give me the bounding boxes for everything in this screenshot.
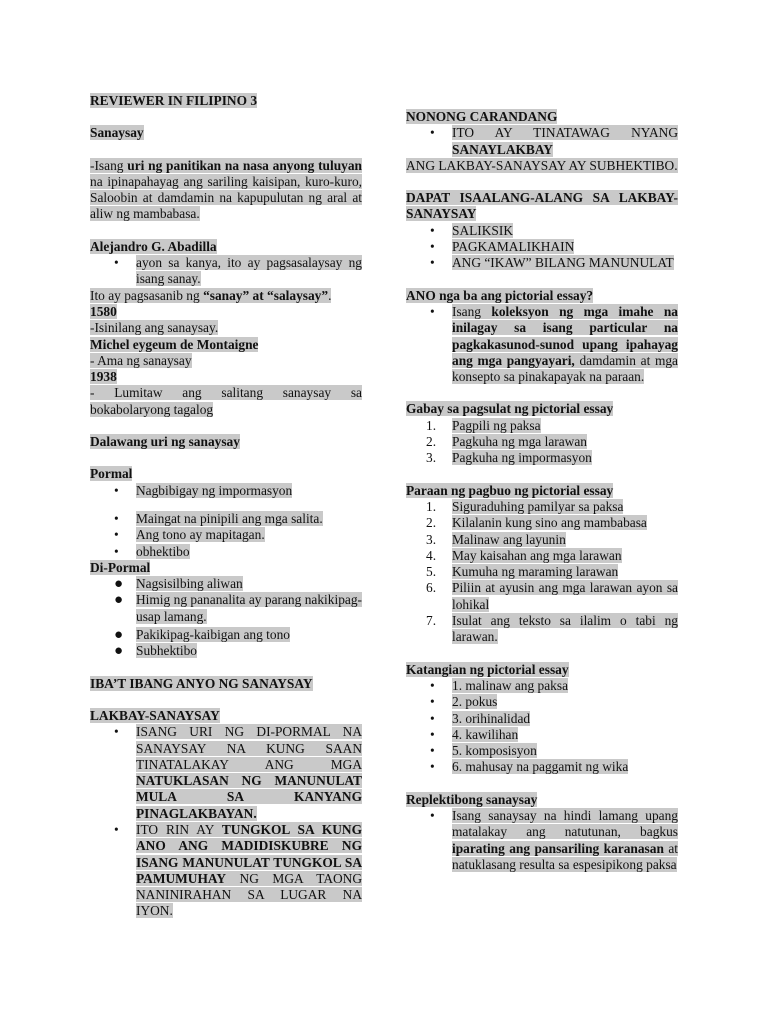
ano-list — [406, 304, 678, 385]
list-item: • obhektibo — [114, 543, 190, 559]
dapat-list — [406, 223, 678, 272]
list-item: ● Subhektibo — [114, 643, 198, 660]
list-item: • ayon sa kanya, ito ay pagsasalaysay ng isang sanay. — [114, 255, 362, 287]
dapat-heading: DAPAT ISAALANG-ALANG SA LAKBAY-SANAYSAY — [406, 190, 678, 222]
list-item: • SALIKSIK — [430, 222, 514, 238]
pictorial-essay-question: ANO nga ba ang pictorial essay? — [406, 287, 594, 303]
pormal-heading: Pormal — [90, 466, 133, 482]
gabay-list — [406, 418, 678, 467]
list-item: 6. Piliin at ayusin ang mga larawan ayon sa lohikal — [426, 580, 678, 612]
list-item: • 6. mahusay na paggamit ng wika — [430, 759, 629, 775]
list-item: • 3. orihinalidad — [430, 710, 531, 726]
list-item: 1. Siguraduhing pamilyar sa paksa — [426, 498, 624, 514]
year-1938: 1938 — [90, 369, 117, 385]
lakbay-list — [90, 724, 362, 920]
lakbay-sanaysay-heading: LAKBAY-SANAYSAY — [90, 707, 220, 723]
pormal-list — [90, 483, 362, 560]
replektibo-list — [406, 808, 678, 873]
lumitaw-line: - Lumitaw ang salitang sanaysay sa bokabolaryong tagalog — [90, 385, 362, 417]
katangian-heading: Katangian ng pictorial essay — [406, 661, 569, 677]
sanaysay-heading: Sanaysay — [90, 125, 144, 141]
replektibo-heading: Replektibong sanaysay — [406, 791, 538, 807]
list-item: 1. Pagpili ng paksa — [426, 417, 541, 433]
list-item: • ITO RIN AY TUNGKOL SA KUNG ANO ANG MADIDISKUBRE NG ISANG MANUNULAT TUNGKOL SA PAMUMUHAY NG MGA TAONG NANINIRAHAN SA LUGAR NA IYON. — [114, 821, 362, 919]
list-item: 7. Isulat ang teksto sa ilalim o tabi ng larawan. — [426, 613, 678, 645]
ama-line: - Ama ng sanaysay — [90, 352, 192, 368]
year-1580: 1580 — [90, 303, 117, 319]
list-item: ● Himig ng pananalita ay parang nakikipag-usap lamang. — [114, 592, 362, 624]
sanaysay-definition: -Isang uri ng panitikan na nasa anyong tuluyan na ipinapahayag ang sariling kaisipan, kuro-kuro, Saloobin at damdamin na kapupulutan ng aral at aliw ng mambabasa. — [90, 157, 363, 222]
katangian-list — [406, 678, 678, 776]
list-item: • 1. malinaw ang paksa — [430, 677, 569, 693]
list-item: ● Nagsisilbing aliwan — [114, 576, 243, 593]
left-column — [90, 93, 362, 920]
list-item: • 2. pokus — [430, 694, 498, 710]
pagsasanib-line: Ito ay pagsasanib ng “sanay” at “salaysay”. — [90, 287, 332, 303]
montaigne-heading: Michel eygeum de Montaigne — [90, 336, 259, 352]
right-column — [406, 109, 678, 873]
abadilla-heading: Alejandro G. Abadilla — [90, 238, 217, 254]
list-item: • Nagbibigay ng impormasyon — [114, 482, 293, 498]
isinilang-line: -Isinilang ang sanaysay. — [90, 320, 219, 336]
dipormal-heading: Di-Pormal — [90, 559, 151, 575]
list-item: • Ang tono ay mapitagan. — [114, 527, 265, 543]
nonong-heading: NONONG CARANDANG — [406, 109, 558, 124]
list-item: • ISANG URI NG DI-PORMAL NA SANAYSAY NA KUNG SAAN TINATALAKAY ANG MGA NATUKLASAN NG MANUNULAT MULA SA KANYANG PINAGLAKBAYAN. — [114, 724, 362, 821]
list-item: • Maingat na pinipili ang mga salita. — [114, 510, 323, 526]
list-item: • 4. kawilihan — [430, 726, 519, 742]
list-item: 4. May kaisahan ang mga larawan — [426, 547, 622, 563]
list-item: • Isang koleksyon ng mga imahe na inilagay sa isang particular na pagkakasunod-sunod upang ipahayag ang mga pangyayari, damdamin at mga konsepto sa pinakapayak na paraan. — [430, 303, 678, 385]
document-title: REVIEWER IN FILIPINO 3 — [90, 93, 258, 108]
paraan-list — [406, 499, 678, 646]
list-item: • Isang sanaysay na hindi lamang upang matalakay ang natutunan, bagkus iparating ang pansariling karanasan at natuklasang resulta sa espesipikong paksa — [430, 807, 678, 872]
list-item: ● Pakikipag-kaibigan ang tono — [114, 627, 290, 644]
gabay-heading: Gabay sa pagsulat ng pictorial essay — [406, 401, 614, 417]
nonong-list — [406, 125, 678, 158]
list-item: 3. Pagkuha ng impormasyon — [426, 450, 592, 466]
list-item: 5. Kumuha ng maraming larawan — [426, 564, 619, 580]
list-item: 2. Kilalanin kung sino ang mambabasa — [426, 515, 647, 531]
list-item: 3. Malinaw ang layunin — [426, 531, 566, 547]
dipormal-list — [90, 576, 362, 659]
list-item: • ANG “IKAW” BILANG MANUNULAT — [430, 255, 674, 271]
ibat-ibang-anyo-heading: IBA’T IBANG ANYO NG SANAYSAY — [90, 675, 313, 691]
list-item: 2. Pagkuha ng mga larawan — [426, 434, 587, 450]
list-item: • PAGKAMALIKHAIN — [430, 239, 575, 255]
list-item: • 5. komposisyon — [430, 743, 537, 759]
abadilla-list — [90, 255, 362, 288]
paraan-heading: Paraan ng pagbuo ng pictorial essay — [406, 482, 614, 498]
list-item: • ITO AY TINATAWAG NYANG SANAYLAKBAY — [430, 125, 678, 157]
subhektibo-line: ANG LAKBAY-SANAYSAY AY SUBHEKTIBO. — [406, 157, 678, 173]
dalawang-uri-heading: Dalawang uri ng sanaysay — [90, 434, 240, 450]
